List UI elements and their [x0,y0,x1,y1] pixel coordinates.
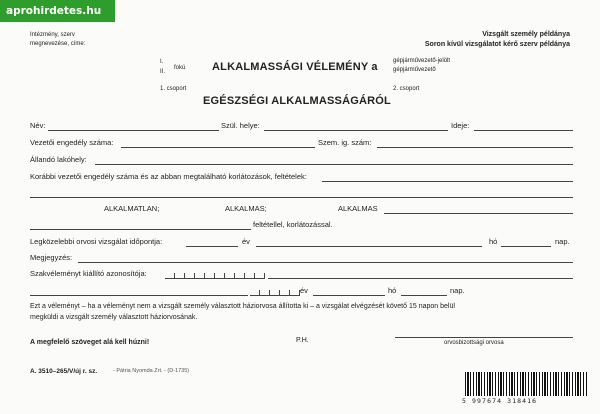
next-exam-month-label: hó [489,237,498,246]
birthtime-field[interactable] [474,130,573,131]
copy-label-2: Soron kívül vizsgálatot kérő szerv példánya [424,41,570,48]
remarks-label: Megjegyzés: [30,253,73,262]
address-field[interactable] [95,164,573,165]
notice-line-1: Ezt a véleményt – ha a véleményt nem a vizsgált személy választott háziorvosa állította ki – a vizsgálat elvégzését követő 15 napon belül [30,303,455,310]
expert-id-boxes[interactable] [165,273,265,279]
name-label: Név: [30,121,46,130]
doctor-signature-field[interactable] [395,337,573,338]
fok-label: fokú [174,65,186,71]
printer-info: - Pátria Nyomda Zrt. - (D-1735) [113,368,190,374]
group-1: 1. csoport [160,86,187,92]
barcode [465,372,587,396]
notice-line-2: megküldi a vizsgált személy választott háziorvosának. [30,314,198,321]
birthplace-field[interactable] [264,130,448,131]
driver-candidate-label: gépjárművezető-jelölt [393,58,451,64]
conditions-field[interactable] [30,229,251,230]
next-exam-label: Legközelebbi orvosi vizsgálat időpontja: [30,237,163,246]
id-field[interactable] [377,147,573,148]
next-exam-day-field[interactable] [501,246,551,247]
watermark-suffix: .hu [82,5,102,17]
conditions-label: feltétellel, korlátozással. [253,220,333,229]
previous-license-field[interactable] [322,181,573,182]
name-field[interactable] [48,130,219,131]
title-part-1: ALKALMASSÁGI VÉLEMÉNY a [212,61,378,73]
group-2: 2. csoport [393,86,420,92]
doctor-label: orvosbizottsági orvosa [444,340,504,346]
institution-label-1: Intézmény, szerv [30,32,75,38]
date-year-boxes[interactable] [250,290,300,296]
next-exam-day-label: nap. [555,237,570,246]
id-label: Szem. ig. szám: [318,138,372,147]
place-field[interactable] [30,295,248,296]
institution-label-2: megnevezése, címe: [30,41,86,47]
roman-2: II. [160,69,166,75]
barcode-number: 5 997674 318416 [462,397,538,405]
watermark-text: aprohirdetes [6,5,83,17]
date-month-label: hó [388,286,397,295]
title-part-2: EGÉSZSÉGI ALKALMASSÁGÁRÓL [203,95,391,107]
fit-conditional-option[interactable]: ALKALMAS [338,204,378,213]
address-label: Állandó lakóhely: [30,155,87,164]
copy-label-1: Vizsgált személy példánya [482,31,570,38]
next-exam-year-field[interactable] [186,246,238,247]
date-year-label: év [300,286,308,295]
license-field[interactable] [121,147,315,148]
previous-license-label: Korábbi vezetői engedély száma és az abban megtalálható korlátozások, feltételek: [30,172,307,181]
ph-label: P.H. [296,337,309,344]
expert-id-label: Szakvéleményt kiállító azonosítója: [30,269,147,278]
previous-license-field-2[interactable] [30,197,573,198]
birthplace-label: Szül. helye: [221,121,260,130]
expert-id-extra-field[interactable] [268,278,573,279]
fit-option[interactable]: ALKALMAS; [225,204,267,213]
date-month-field[interactable] [313,295,385,296]
watermark-logo [0,0,115,22]
underline-note: A megfelelő szöveget alá kell húzni! [30,339,150,346]
roman-1: I. [160,59,164,65]
next-exam-year-label: év [242,237,250,246]
date-day-label: nap. [450,286,465,295]
driver-label: gépjárművezető [393,67,436,73]
unfit-option[interactable]: ALKALMATLAN; [104,204,160,213]
form-code: A. 3510–265/V/új r. sz. [30,368,98,375]
birthtime-label: Ideje: [451,121,470,130]
date-day-field[interactable] [401,295,447,296]
next-exam-month-field[interactable] [256,246,482,247]
license-label: Vezetői engedély száma: [30,138,114,147]
fit-condition-field[interactable] [384,213,573,214]
remarks-field[interactable] [78,262,573,263]
